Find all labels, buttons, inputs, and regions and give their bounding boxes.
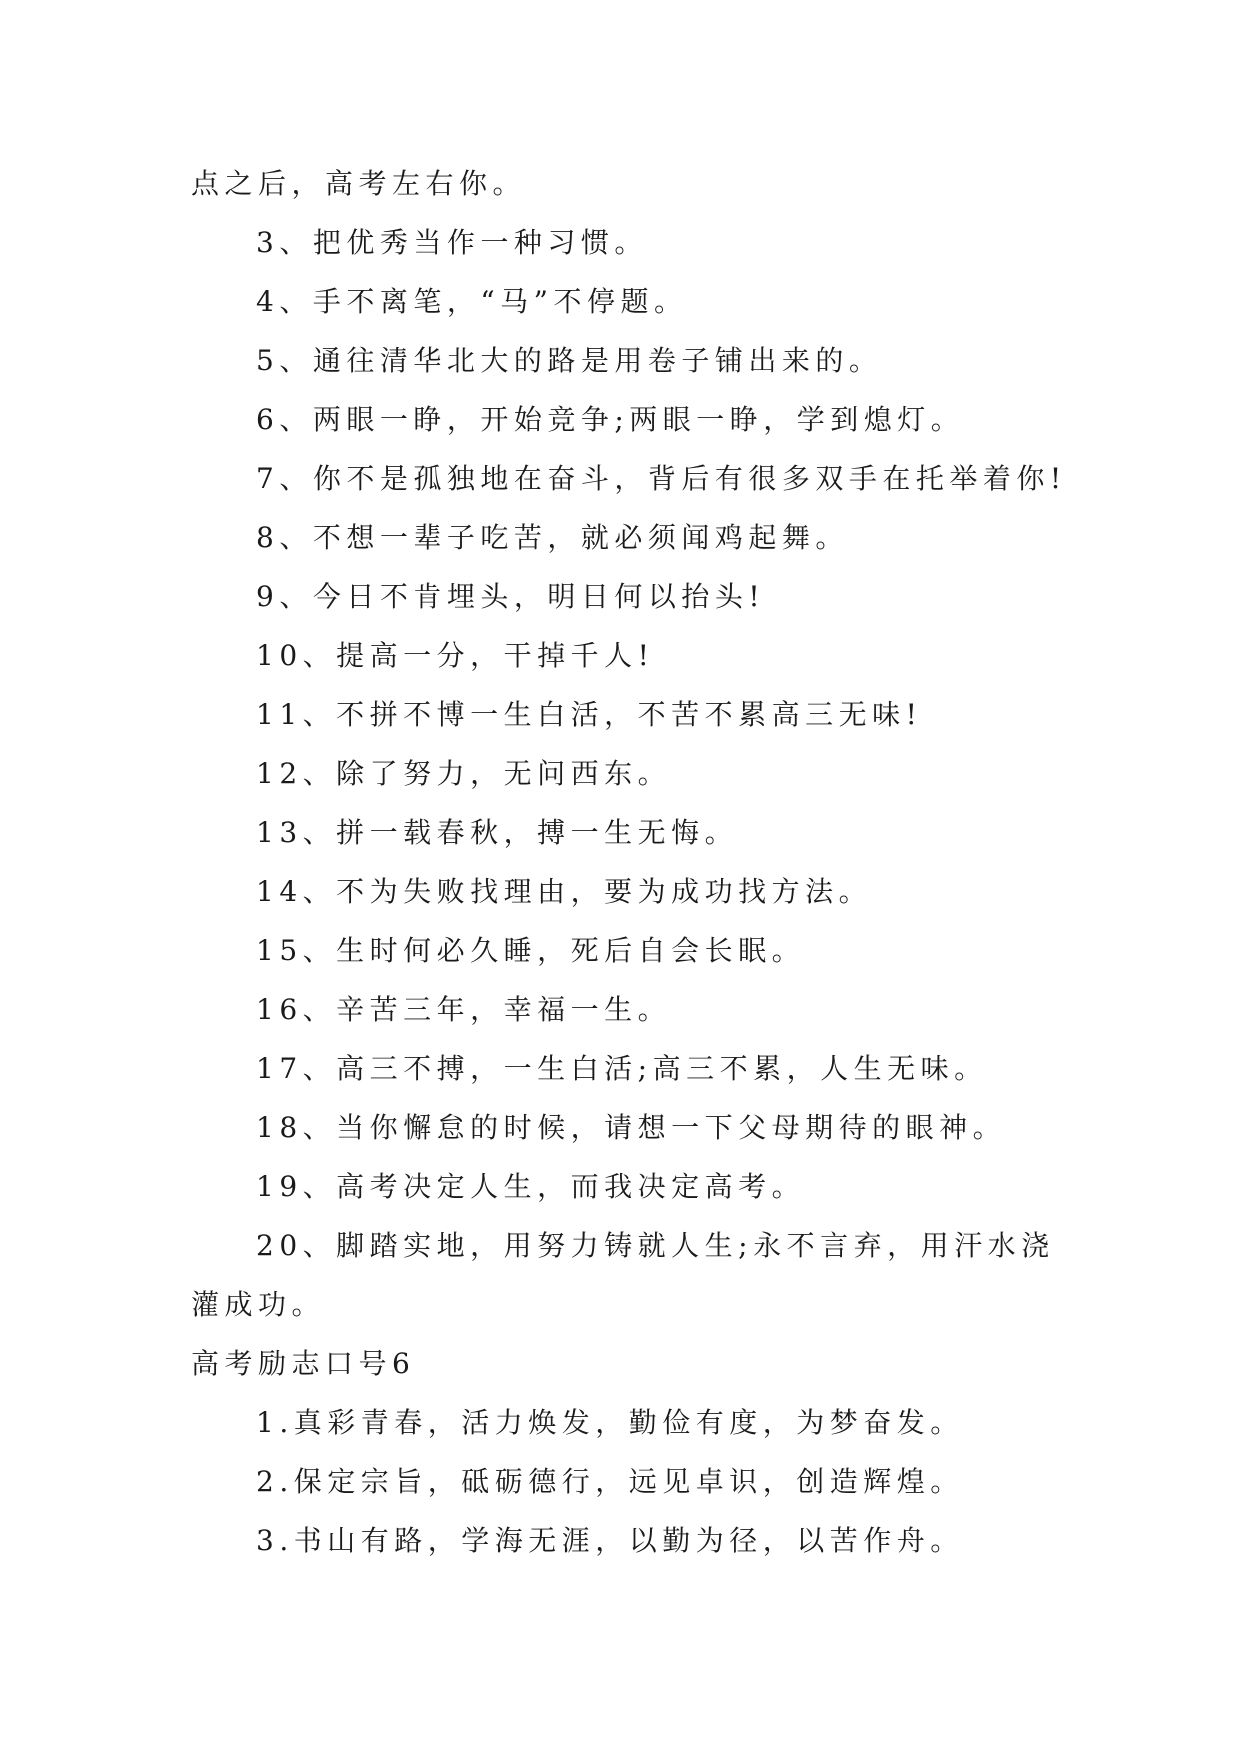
slogan-item: 5、通往清华北大的路是用卷子铺出来的。 (256, 344, 883, 377)
slogan-item: 11、不拼不博一生白活，不苦不累高三无味! (256, 698, 923, 731)
section-heading: 高考励志口号6 (191, 1347, 416, 1380)
slogan-item: 19、高考决定人生，而我决定高考。 (256, 1170, 806, 1203)
slogan-item: 15、生时何必久睡，死后自会长眠。 (256, 934, 806, 967)
slogan-item: 7、你不是孤独地在奋斗，背后有很多双手在托举着你! (256, 462, 1067, 495)
slogan-item: 12、除了努力，无问西东。 (256, 757, 672, 790)
slogan-item: 9、今日不肯埋头，明日何以抬头! (256, 580, 766, 613)
slogan-item-20-line-2: 灌成功。 (191, 1288, 326, 1321)
section-slogan-item: 2.保定宗旨，砥砺德行，远见卓识，创造辉煌。 (256, 1465, 964, 1498)
slogan-item: 8、不想一辈子吃苦，就必须闻鸡起舞。 (256, 521, 849, 554)
slogan-item: 16、辛苦三年，幸福一生。 (256, 993, 672, 1026)
document-body (191, 154, 1091, 1570)
slogan-item: 10、提高一分，干掉千人! (256, 639, 655, 672)
section-slogan-item: 1.真彩青春，活力焕发，勤俭有度，为梦奋发。 (256, 1406, 964, 1439)
section-slogan-item: 3.书山有路，学海无涯，以勤为径，以苦作舟。 (256, 1524, 964, 1557)
paragraph-continuation: 点之后，高考左右你。 (191, 167, 527, 200)
slogan-item: 3、把优秀当作一种习惯。 (256, 226, 648, 259)
slogan-item: 4、手不离笔，“马”不停题。 (256, 285, 688, 318)
slogan-item: 13、拼一载春秋，搏一生无悔。 (256, 816, 739, 849)
slogan-item: 18、当你懈怠的时候，请想一下父母期待的眼神。 (256, 1111, 1007, 1144)
slogan-item: 6、两眼一睁，开始竞争;两眼一睁，学到熄灯。 (256, 403, 965, 436)
slogan-item: 14、不为失败找理由，要为成功找方法。 (256, 875, 873, 908)
slogan-item: 17、高三不搏，一生白活;高三不累，人生无味。 (256, 1052, 988, 1085)
slogan-item-20-line-1: 20、脚踏实地，用努力铸就人生;永不言弃，用汗水浇 (256, 1229, 1055, 1262)
